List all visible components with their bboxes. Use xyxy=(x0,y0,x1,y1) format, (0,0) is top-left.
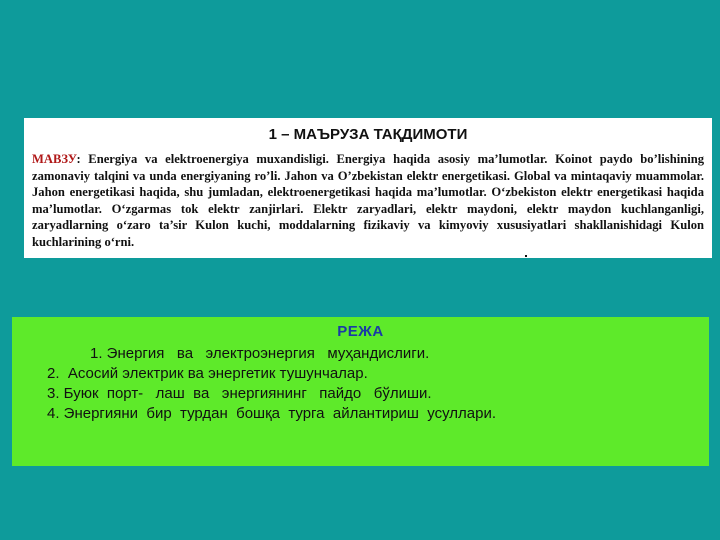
topic-paragraph xyxy=(32,151,704,251)
plan-box xyxy=(12,317,709,466)
lecture-title: 1 – МАЪРУЗА ТАҚДИМОТИ xyxy=(268,126,468,143)
plan-item: 4. Энергияни бир турдан бошқа турга айлантириш усуллари. xyxy=(47,405,497,422)
plan-item: 3. Буюк порт- лаш ва энергиянинг пайдо бўлиши. xyxy=(47,385,432,402)
plan-title: РЕЖА xyxy=(337,323,384,340)
topic-box xyxy=(24,118,712,258)
topic-text: : Energiya va elektroenergiya muxandisligi. Energiya haqida asosiy ma’lumotlar. Koinot paydo bo’lishining zamonaviy talqini va unda energiyaning ro’li. Jahon va O’zbekistan elektr energetikasi. Global va mintaqaviy muammolar. Jahon energetikasi haqida, shu jumladan, elektroenergetikasi haqida ma’lumotlar. O‘zbekiston elektr energetikasi haqida ma’lumotlar. O‘zgarmas tok elektr zanjirlari. Elektr zaryadlari, elektr maydoni, elektr maydon kuchlanganligi, zaryadlarning o‘zaro ta’sir Kulon kuchi, moddalarning fizikaviy va kimyoviy xususiyatlari shakllanishidagi Kulon kuchlarining o‘rni. xyxy=(32,152,704,249)
plan-list xyxy=(12,344,709,424)
topic-label: МАВЗУ xyxy=(32,152,77,166)
plan-item: 1. Энергия ва электроэнергия муҳандислиги. xyxy=(90,345,430,362)
plan-item: 2. Асосий электрик ва энергетик тушунчалар. xyxy=(47,365,368,382)
stray-dot xyxy=(525,255,527,257)
